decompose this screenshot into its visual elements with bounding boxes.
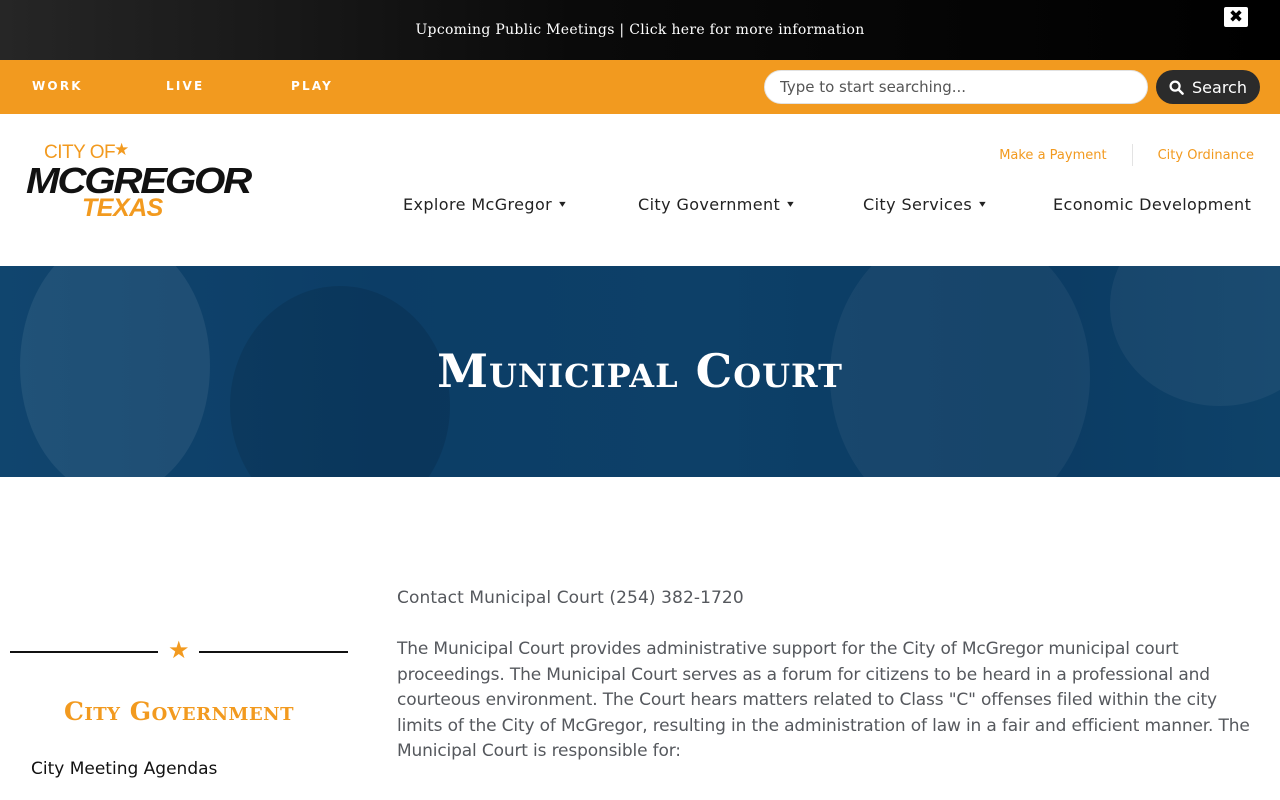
chevron-down-icon: ▾ bbox=[787, 199, 795, 210]
nav-city-services[interactable] bbox=[863, 195, 986, 214]
divider-line bbox=[199, 651, 348, 653]
divider-line bbox=[10, 651, 158, 653]
chevron-down-icon: ▾ bbox=[559, 199, 567, 210]
announcement-close-button[interactable] bbox=[1224, 7, 1248, 27]
search-icon bbox=[1169, 80, 1184, 95]
nav-label: City Services bbox=[863, 195, 973, 214]
sidebar-divider bbox=[10, 636, 348, 664]
nav-label: City Government bbox=[638, 195, 781, 214]
nav-economic-development[interactable] bbox=[1053, 195, 1251, 214]
nav-explore-mcgregor[interactable] bbox=[403, 195, 566, 214]
utility-link-work[interactable]: WORK bbox=[32, 79, 83, 93]
nav-label: Explore McGregor bbox=[403, 195, 553, 214]
search-input[interactable] bbox=[764, 70, 1148, 104]
nav-label: Economic Development bbox=[1053, 195, 1252, 214]
top-links-divider bbox=[1132, 144, 1133, 166]
utility-link-play[interactable]: PLAY bbox=[291, 79, 334, 93]
main-nav bbox=[0, 195, 1280, 215]
sidebar-title: City Government bbox=[63, 697, 295, 726]
nav-city-government[interactable] bbox=[638, 195, 794, 214]
announcement-link[interactable]: Upcoming Public Meetings | Click here for more information bbox=[415, 22, 865, 38]
announcement-bar bbox=[0, 0, 1280, 60]
content-paragraph: The Municipal Court provides administrative support for the City of McGregor municipal court proceedings. The Municipal Court serves as a forum for citizens to be heard in a professional and courteous environment. The Court hears matters related to Class "C" offenses filed within the city limits of the City of McGregor, resulting in the administration of law in a fair and efficient manner. The Municipal Court is responsible for: bbox=[397, 639, 1250, 761]
make-payment-link[interactable]: Make a Payment bbox=[999, 147, 1107, 163]
utility-link-live[interactable]: LIVE bbox=[166, 79, 205, 93]
logo-star-icon: ★ bbox=[114, 140, 130, 160]
utility-bar bbox=[0, 60, 1280, 114]
logo-mcgregor: MCGREGOR bbox=[26, 160, 250, 201]
logo-texas: TEXAS bbox=[82, 194, 163, 222]
close-icon: ✖ bbox=[1228, 6, 1244, 27]
chevron-down-icon: ▾ bbox=[979, 199, 987, 210]
header-top-links bbox=[999, 144, 1254, 166]
search-button-label: Search bbox=[1192, 77, 1247, 97]
page-title: Municipal Court bbox=[437, 344, 843, 398]
logo-city-of: CITY OF bbox=[44, 142, 116, 163]
city-ordinance-link[interactable]: City Ordinance bbox=[1157, 147, 1254, 163]
site-header bbox=[0, 114, 1280, 266]
star-icon: ★ bbox=[168, 636, 190, 664]
contact-line: Contact Municipal Court (254) 382-1720 bbox=[397, 588, 744, 608]
search-button[interactable] bbox=[1156, 70, 1260, 104]
sidebar-link-city-meeting-agendas[interactable]: City Meeting Agendas bbox=[31, 759, 218, 779]
page-hero bbox=[0, 266, 1280, 477]
